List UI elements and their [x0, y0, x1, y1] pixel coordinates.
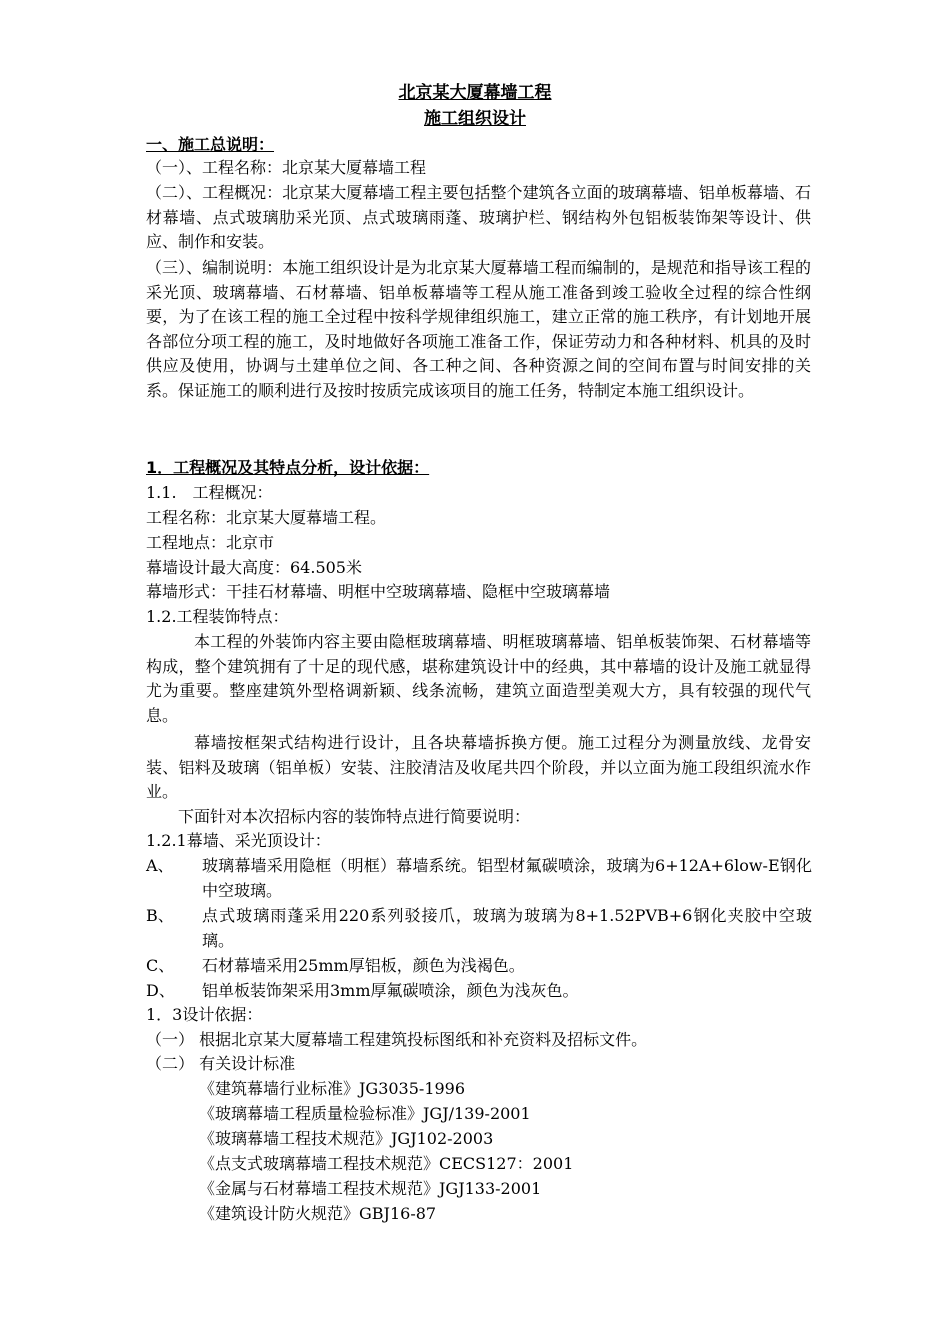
- list-item-b: 点式玻璃雨蓬采用220系列驳接爪，玻璃为玻璃为8+1.52PVB+6钢化夹胶中空玻璃。: [202, 906, 812, 950]
- subsection-1-3: 1．3设计依据：: [146, 1005, 263, 1024]
- subsection-1-1: 1.1. 工程概况：: [146, 483, 273, 502]
- list-marker-a: A、: [146, 856, 174, 875]
- list-marker-d: D、: [146, 981, 175, 1000]
- project-name-line: 工程名称：北京某大厦幕墙工程。: [146, 508, 387, 527]
- subsection-1-2: 1.2.工程装饰特点：: [146, 607, 289, 626]
- basis-item-1: （一） 根据北京某大厦幕墙工程建筑投标图纸和补充资料及招标文件。: [146, 1030, 648, 1049]
- feature-paragraph-3: 下面针对本次招标内容的装饰特点进行简要说明：: [178, 807, 531, 826]
- list-marker-b: B、: [146, 906, 174, 925]
- list-marker-c: C、: [146, 956, 175, 975]
- standard-item: 《金属与石材幕墙工程技术规范》JGJ133-2001: [199, 1179, 542, 1198]
- item-project-overview: （二）、工程概况：北京某大厦幕墙工程主要包括整个建筑各立面的玻璃幕墙、铝单板幕墙、石材幕墙、点式玻璃肋采光顶、点式玻璃雨蓬、玻璃护栏、钢结构外包铝板装饰架等设计、供应、制作和安装。: [146, 183, 811, 251]
- feature-paragraph-2: 幕墙按框架式结构进行设计，且各块幕墙拆换方便。施工过程分为测量放线、龙骨安装、铝料及玻璃（铝单板）安装、注胶清洁及收尾共四个阶段，并以立面为施工段组织流水作业。: [146, 733, 811, 801]
- subsection-1-2-1: 1.2.1幕墙、采光顶设计：: [146, 831, 331, 850]
- list-item-c: 石材幕墙采用25mm厚铝板，颜色为浅褐色。: [202, 956, 525, 975]
- project-location-line: 工程地点：北京市: [146, 533, 275, 552]
- section-heading-general: 一、施工总说明：: [146, 135, 275, 154]
- document-subtitle: 施工组织设计: [424, 109, 526, 129]
- basis-item-2: （二） 有关设计标准: [146, 1054, 296, 1073]
- standard-item: 《点支式玻璃幕墙工程技术规范》CECS127：2001: [199, 1154, 574, 1173]
- standard-item: 《建筑设计防火规范》GBJ16-87: [199, 1204, 437, 1223]
- list-item-d: 铝单板装饰架采用3mm厚氟碳喷涂，颜色为浅灰色。: [202, 981, 579, 1000]
- standard-item: 《建筑幕墙行业标准》JG3035-1996: [199, 1079, 466, 1098]
- standard-item: 《玻璃幕墙工程质量检验标准》JGJ/139-2001: [199, 1104, 531, 1123]
- list-item-a: 玻璃幕墙采用隐框（明框）幕墙系统。铝型材氟碳喷涂，玻璃为6+12A+6low-E钢化中空玻璃。: [202, 856, 812, 900]
- project-height-line: 幕墙设计最大高度：64.505米: [146, 558, 362, 577]
- document-title: 北京某大厦幕墙工程: [398, 83, 552, 103]
- section-heading-overview: 1．工程概况及其特点分析，设计依据：: [146, 458, 430, 477]
- item-project-name: （一）、工程名称：北京某大厦幕墙工程: [146, 158, 427, 177]
- item-compilation-note: （三）、编制说明：本施工组织设计是为北京某大厦幕墙工程而编制的，是规范和指导该工程的采光顶、玻璃幕墙、石材幕墙、铝单板幕墙等工程从施工准备到竣工验收全过程的综合性纲要，为了在该工程的施工全过程中按科学规律组织施工，建立正常的施工秩序，有计划地开展各部位分项工程的施工，及时地做好各项施工准备工作，保证劳动力和各种材料、机具的及时供应及使用，协调与土建单位之间、各工种之间、各种资源之间的空间布置与时间安排的关系。保证施工的顺利进行及按时按质完成该项目的施工任务，特制定本施工组织设计。: [146, 258, 811, 400]
- standard-item: 《玻璃幕墙工程技术规范》JGJ102-2003: [199, 1129, 494, 1148]
- project-form-line: 幕墙形式：干挂石材幕墙、明框中空玻璃幕墙、隐框中空玻璃幕墙: [146, 582, 611, 601]
- feature-paragraph-1: 本工程的外装饰内容主要由隐框玻璃幕墙、明框玻璃幕墙、铝单板装饰架、石材幕墙等构成，整个建筑拥有了十足的现代感，堪称建筑设计中的经典，其中幕墙的设计及施工就显得尤为重要。整座建筑外型格调新颖、线条流畅，建筑立面造型美观大方，具有较强的现代气息。: [146, 632, 811, 725]
